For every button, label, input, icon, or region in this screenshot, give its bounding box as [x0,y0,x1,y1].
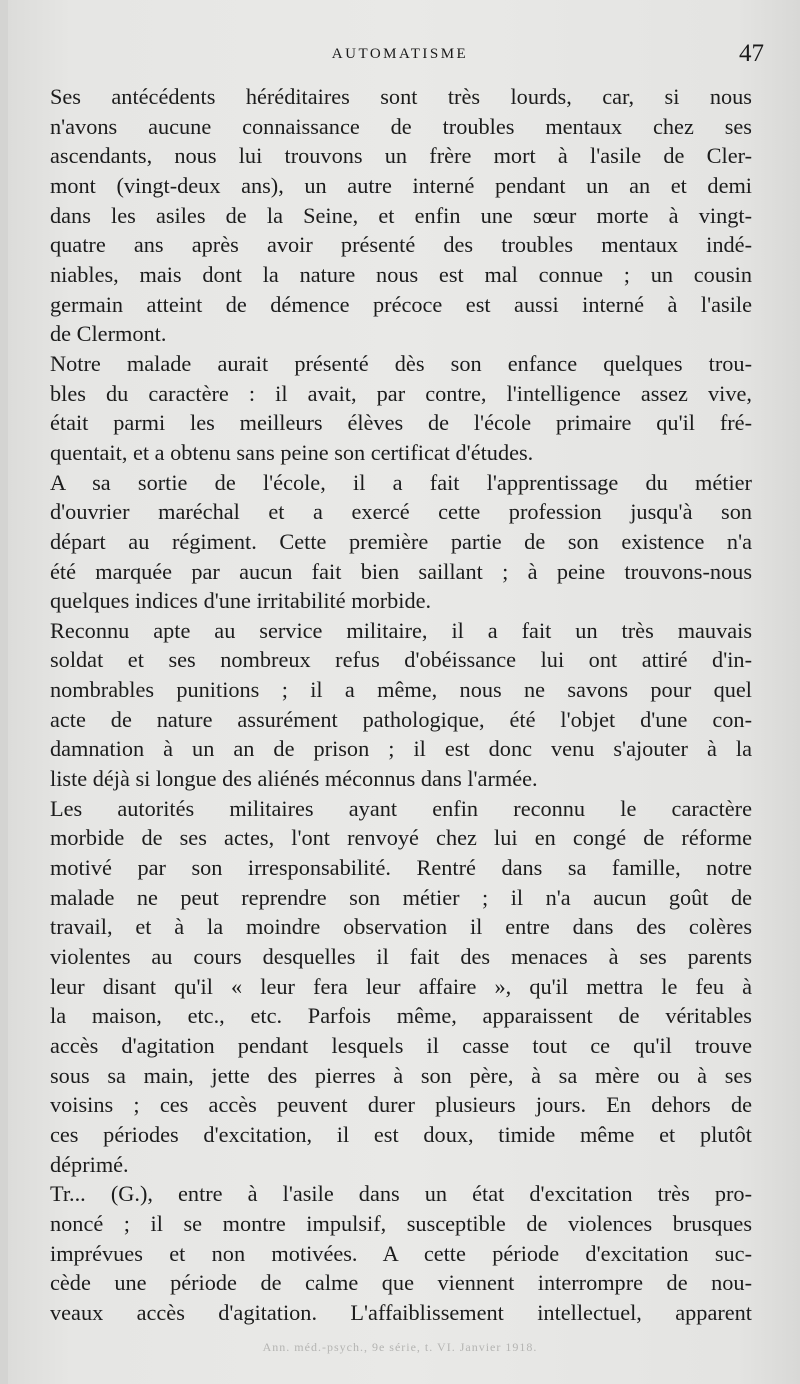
text-line: A sa sortie de l'école, il a fait l'apprentissage du métier [50,469,752,495]
text-line: quelques indices d'une irritabilité morbide. [50,588,432,614]
text-line: quentait, et a obtenu sans peine son certificat d'études. [50,439,534,465]
text-line: Les autorités militaires ayant enfin reconnu le caractère [50,795,752,821]
text-line: motivé par son irresponsabilité. Rentré dans sa famille, notre [50,855,752,881]
text-line: acte de nature assurément pathologique, été l'objet d'une con- [50,706,752,732]
text-line: était parmi les meilleurs élèves de l'école primaire qu'il fré- [50,410,752,436]
running-title: AUTOMATISME [331,46,469,62]
text-line: dans les asiles de la Seine, et enfin une sœur morte à vingt- [50,202,752,228]
text-line: malade ne peut reprendre son métier ; il n'a aucun goût de [50,884,752,910]
text-line: déprimé. [50,1151,129,1177]
text-line: ascendants, nous lui trouvons un frère mort à l'asile de Cler- [50,143,752,169]
text-line: Tr... (G.), entre à l'asile dans un état d'excitation très pro- [50,1181,752,1207]
text-line: accès d'agitation pendant lesquels il casse tout ce qu'il trouve [50,1033,752,1058]
text-line: la maison, etc., etc. Parfois même, apparaissent de véritables [50,1003,752,1029]
text-line: sous sa main, jette des pierres à son père, à sa mère ou à ses [50,1062,752,1088]
text-line: Ses antécédents héréditaires sont très lourds, car, si nous [50,84,752,109]
text-line: soldat et ses nombreux refus d'obéissance lui ont attiré d'in- [50,647,752,673]
page-number: 47 [739,40,764,67]
body-text [50,82,752,1328]
text-line: de Clermont. [50,321,167,347]
text-line: nombrables punitions ; il a même, nous ne savons pour quel [50,677,752,703]
text-line: travail, et à la moindre observation il entre dans des colères [50,914,752,940]
text-line: bles du caractère : il avait, par contre, l'intelligence assez vive, [50,380,752,406]
text-line: morbide de ses actes, l'ont renvoyé chez lui en congé de réforme [50,825,752,851]
text-line: départ au régiment. Cette première partie de son existence n'a [50,528,752,554]
text-line: quatre ans après avoir présenté des troubles mentaux indé- [50,232,752,258]
text-line: leur disant qu'il « leur fera leur affaire », qu'il mettra le feu à [50,973,752,999]
text-line: violentes au cours desquelles il fait des menaces à ses parents [50,944,752,970]
text-line: ces périodes d'excitation, il est doux, timide même et plutôt [50,1121,752,1147]
text-line: liste déjà si longue des aliénés méconnus dans l'armée. [50,766,538,792]
running-header [0,40,800,70]
text-line: noncé ; il se montre impulsif, susceptible de violences brusques [50,1210,752,1236]
text-line: Reconnu apte au service militaire, il a fait un très mauvais [50,617,752,643]
text-line: germain atteint de démence précoce est aussi interné à l'asile [50,291,752,317]
text-line: Notre malade aurait présenté dès son enfance quelques trou- [50,350,752,376]
text-line: damnation à un an de prison ; il est donc venu s'ajouter à la [50,736,752,762]
text-line: cède une période de calme que viennent interrompre de nou- [50,1270,752,1296]
text-line: été marquée par aucun fait bien saillant ; à peine trouvons-nous [50,558,752,584]
text-line: mont (vingt-deux ans), un autre interné pendant un an et demi [50,172,752,198]
text-line: imprévues et non motivées. A cette période d'excitation suc- [50,1240,752,1266]
text-line: voisins ; ces accès peuvent durer plusieurs jours. En dehors de [50,1092,752,1118]
text-line: veaux accès d'agitation. L'affaiblissement intellectuel, apparent [50,1299,752,1325]
text-line: niables, mais dont la nature nous est mal connue ; un cousin [50,261,752,287]
printer-signature: Ann. méd.-psych., 9e série, t. VI. Janvier 1918. [262,1340,538,1354]
text-line: d'ouvrier maréchal et a exercé cette profession jusqu'à son [50,499,752,525]
text-line: n'avons aucune connaissance de troubles mentaux chez ses [50,113,752,139]
